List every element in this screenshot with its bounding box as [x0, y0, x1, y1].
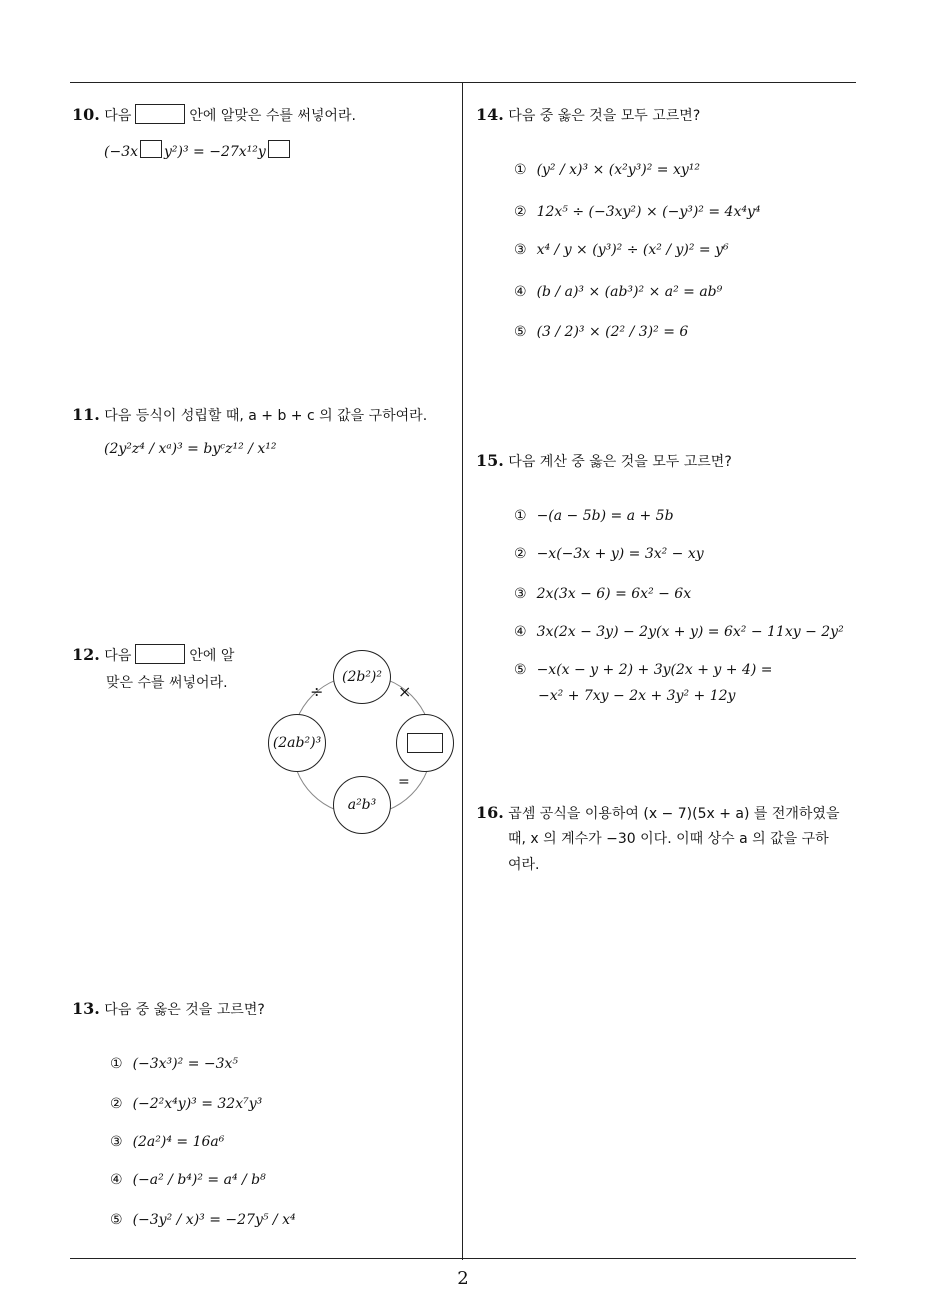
- answer-blank[interactable]: [407, 733, 443, 753]
- option-marker: ③: [514, 586, 527, 602]
- option-marker: ①: [514, 508, 527, 524]
- option-5[interactable]: [110, 1212, 296, 1228]
- question-text: 다음 중 옳은 것을 모두 고르면?: [508, 108, 701, 124]
- option-4[interactable]: [110, 1172, 266, 1188]
- question-13: [72, 998, 265, 1021]
- option-3[interactable]: [514, 586, 691, 602]
- option-marker: ③: [110, 1134, 123, 1150]
- diagram-node-right: [396, 714, 454, 772]
- question-text: 다음 등식이 성립할 때, a + b + c 의 값을 구하여라.: [104, 408, 428, 424]
- question-text: 다음 중 옳은 것을 고르면?: [104, 1002, 265, 1018]
- question-text: 다음: [104, 108, 132, 124]
- diagram-node-left: (2ab²)³: [268, 714, 326, 772]
- option-expression: (y² / x)³ × (x²y³)² = xy¹²: [536, 162, 700, 178]
- question-number: 15.: [476, 451, 504, 470]
- question-11-formula: (2y²z⁴ / xᵃ)³ = byᶜz¹² / x¹²: [104, 441, 277, 457]
- question-12: [72, 644, 234, 667]
- option-expression: −x(−3x + y) = 3x² − xy: [536, 546, 704, 562]
- option-expression: 3x(2x − 3y) − 2y(x + y) = 6x² − 11xy − 2y²: [536, 624, 844, 640]
- exponent-blank[interactable]: [140, 140, 162, 158]
- option-marker: ①: [514, 162, 527, 178]
- option-4[interactable]: [514, 624, 844, 640]
- option-marker: ②: [514, 204, 527, 220]
- question-16-line2: 때, x 의 계수가 −30 이다. 이때 상수 a 의 값을 구하: [508, 831, 829, 847]
- option-4[interactable]: [514, 284, 722, 300]
- page-number: 2: [457, 1268, 469, 1289]
- bottom-rule: [70, 1258, 856, 1259]
- option-expression: (3 / 2)³ × (2² / 3)² = 6: [536, 324, 689, 340]
- option-5[interactable]: [514, 662, 773, 678]
- option-marker: ⑤: [110, 1212, 123, 1228]
- question-11: [72, 404, 427, 427]
- question-10-formula: [104, 140, 292, 163]
- question-text: 다음: [104, 648, 132, 664]
- diagram-node-top: (2b²)²: [333, 650, 391, 704]
- option-expression: 12x⁵ ÷ (−3xy²) × (−y³)² = 4x⁴y⁴: [536, 204, 761, 220]
- option-marker: ⑤: [514, 324, 527, 340]
- question-15: [476, 450, 732, 473]
- option-marker: ⑤: [514, 662, 527, 678]
- question-text: 안에 알: [189, 648, 235, 664]
- option-marker: ②: [514, 546, 527, 562]
- question-14: [476, 104, 700, 127]
- question-number: 11.: [72, 405, 100, 424]
- option-marker: ④: [514, 284, 527, 300]
- cycle-diagram: [266, 650, 456, 840]
- option-expression: (−2²x⁴y)³ = 32x⁷y³: [132, 1096, 263, 1112]
- answer-blank[interactable]: [135, 104, 185, 124]
- top-rule: [70, 82, 856, 83]
- times-operator: ×: [398, 682, 412, 701]
- question-12-line2: 맞은 수를 써넣어라.: [106, 675, 228, 691]
- answer-blank[interactable]: [135, 644, 185, 664]
- option-2[interactable]: [514, 546, 704, 562]
- option-expression: −x(x − y + 2) + 3y(2x + y + 4) =: [536, 662, 773, 678]
- question-number: 14.: [476, 105, 504, 124]
- option-3[interactable]: [110, 1134, 224, 1150]
- option-3[interactable]: [514, 242, 729, 258]
- option-2[interactable]: [110, 1096, 262, 1112]
- exponent-blank[interactable]: [268, 140, 290, 158]
- option-expression: (−3y² / x)³ = −27y⁵ / x⁴: [132, 1212, 296, 1228]
- option-expression: 2x(3x − 6) = 6x² − 6x: [536, 586, 692, 602]
- column-divider: [462, 82, 463, 1260]
- question-text: 다음 계산 중 옳은 것을 모두 고르면?: [508, 454, 732, 470]
- option-1[interactable]: [110, 1056, 238, 1072]
- formula-part: y²)³ = −27x¹²y: [164, 144, 266, 160]
- question-10: [72, 104, 356, 127]
- option-expression: (−a² / b⁴)² = a⁴ / b⁸: [132, 1172, 266, 1188]
- option-expression: (−3x³)² = −3x⁵: [132, 1056, 239, 1072]
- option-marker: ①: [110, 1056, 123, 1072]
- option-marker: ④: [514, 624, 527, 640]
- option-expression: −(a − 5b) = a + 5b: [536, 508, 674, 524]
- option-marker: ③: [514, 242, 527, 258]
- question-16-line3: 여라.: [508, 857, 540, 873]
- option-2[interactable]: [514, 204, 760, 220]
- question-number: 10.: [72, 105, 100, 124]
- question-number: 12.: [72, 645, 100, 664]
- question-16: [476, 802, 839, 825]
- option-marker: ②: [110, 1096, 123, 1112]
- option-1[interactable]: [514, 508, 674, 524]
- formula-part: (−3x: [104, 144, 138, 160]
- option-5[interactable]: [514, 324, 688, 340]
- question-number: 16.: [476, 803, 504, 822]
- option-1[interactable]: [514, 162, 700, 178]
- divide-operator: ÷: [310, 682, 324, 701]
- option-expression: (2a²)⁴ = 16a⁶: [132, 1134, 225, 1150]
- question-number: 13.: [72, 999, 100, 1018]
- option-expression: x⁴ / y × (y³)² ÷ (x² / y)² = y⁶: [536, 242, 729, 258]
- question-text: 안에 알맞은 수를 써넣어라.: [189, 108, 356, 124]
- question-text: 곱셈 공식을 이용하여 (x − 7)(5x + a) 를 전개하였을: [508, 806, 840, 822]
- diagram-node-bottom: a²b³: [333, 776, 391, 834]
- option-marker: ④: [110, 1172, 123, 1188]
- option-expression: (b / a)³ × (ab³)² × a² = ab⁹: [536, 284, 723, 300]
- option-5-continuation: −x² + 7xy − 2x + 3y² + 12y: [538, 688, 736, 704]
- equals-operator: =: [398, 774, 410, 790]
